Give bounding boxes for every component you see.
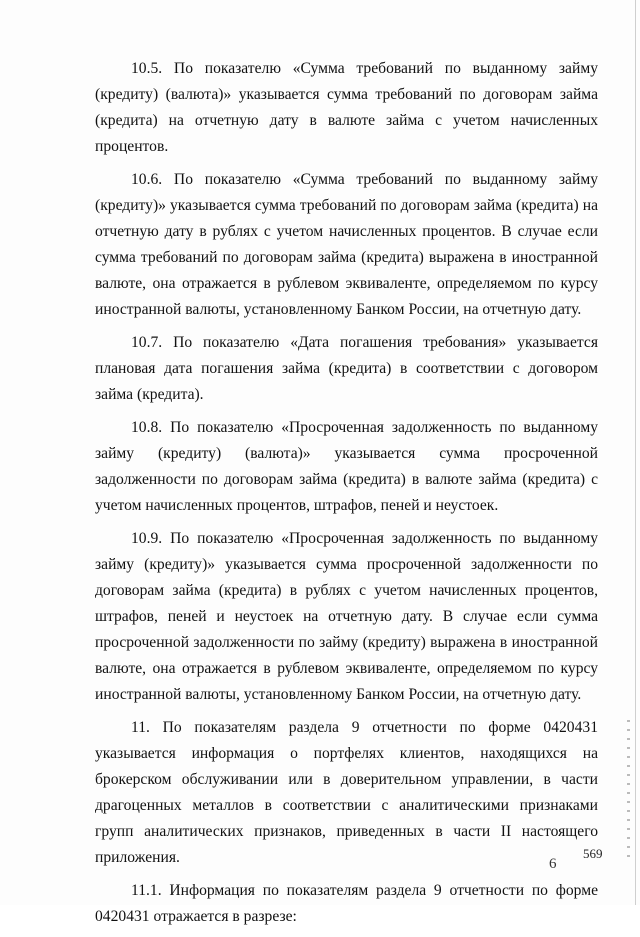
page-number: 569 xyxy=(583,846,603,861)
paragraph-10-8: 10.8. По показателю «Просроченная задолженность по выданному займу (кредиту) (валюта)» указывается сумма просроченной задолженности по договорам займа (кредита) в валюте займа (кредита) с учетом начисленных процентов, штрафов, пеней и неустоек. xyxy=(95,419,598,514)
paragraph-10-7: 10.7. По показателю «Дата погашения требования» указывается плановая дата погашения займа (кредита) в соответствии с договором займа (кредита). xyxy=(95,334,598,403)
scan-stamp-mark: 6 xyxy=(549,856,557,872)
paragraph-10-9: 10.9. По показателю «Просроченная задолженность по выданному займу (кредиту)» указывается сумма просроченной задолженности по договорам займа (кредита) в рублях с учетом начисленных процентов, штрафов, пеней и неустоек на отчетную дату. В случае если сумма просроченной задолженности по займу (кредиту) выражена в иностранной валюте, она отражается в рублевом эквиваленте, определяемом по курсу иностранной валюты, установленному Банком России, на отчетную дату. xyxy=(95,530,598,703)
paragraph-11: 11. По показателям раздела 9 отчетности по форме 0420431 указывается информация о портфелях клиентов, находящихся на брокерском обслуживании или в доверительном управлении, в части драгоценных металлов в соответствии с аналитическими признаками групп аналитических признаков, приведенных в части II настоящего приложения. xyxy=(95,719,598,866)
paragraph-11-1: 11.1. Информация по показателям раздела 9 отчетности по форме 0420431 отражается в разрезе: xyxy=(95,882,598,925)
scan-edge-dots xyxy=(627,720,630,860)
document-body xyxy=(95,56,598,937)
scan-edge-line xyxy=(635,0,636,905)
paragraph-10-5: 10.5. По показателю «Сумма требований по выданному займу (кредиту) (валюта)» указывается сумма требований по договорам займа (кредита) на отчетную дату в валюте займа с учетом начисленных процентов. xyxy=(95,60,598,155)
paragraph-10-6: 10.6. По показателю «Сумма требований по выданному займу (кредиту)» указывается сумма требований по договорам займа (кредита) на отчетную дату в рублях с учетом начисленных процентов. В случае если сумма требований по договорам займа (кредита) выражена в иностранной валюте, она отражается в рублевом эквиваленте, определяемом по курсу иностранной валюты, установленному Банком России, на отчетную дату. xyxy=(95,171,598,318)
